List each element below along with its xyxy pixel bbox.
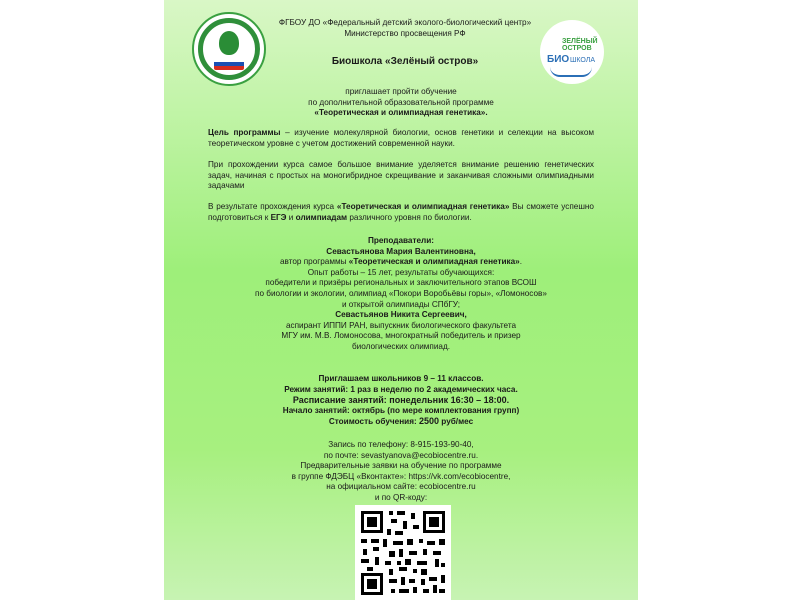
teacher-1-experience: Опыт работы – 15 лет, результаты обучающихся: [307, 267, 495, 277]
result-text-4: различного уровня по биологии. [347, 212, 472, 222]
teachers-heading: Преподаватели: [367, 236, 435, 245]
goal-label: Цель программы [208, 128, 281, 137]
qr-code-icon[interactable] [355, 505, 451, 600]
logo-text-bio: БИО [547, 54, 570, 65]
teacher-1-role-prefix: автор программы [279, 257, 349, 267]
goal-paragraph [208, 128, 594, 149]
result-text-2: Вы сможете успешно подготовиться к [208, 202, 594, 222]
invite-line: Приглашаем школьников 9 – 11 классов. [318, 374, 484, 383]
intro-block [224, 87, 578, 119]
mode-line: Режим занятий: 1 раз в неделю по 2 академических часа. [284, 384, 518, 394]
teacher-1-name: Севастьянова Мария Валентиновна, [326, 246, 476, 256]
contact-site: на официальном сайте: ecobiocentre.ru [326, 482, 476, 492]
logo-text-island: ЗЕЛЁНЫЙ ОСТРОВ [562, 38, 598, 52]
teacher-1-results-1: победители и призёры региональных и заключительного этапов ВСОШ [265, 278, 537, 288]
org-header [259, 18, 551, 39]
contacts-block [204, 440, 598, 504]
contact-vk: в группе ФДЭБЦ «Вконтакте»: https://vk.com/ecobiocentre, [291, 471, 511, 481]
teacher-2-name: Севастьянов Никита Сергеевич, [335, 310, 467, 320]
start-line: Начало занятий: октябрь (по мере комплектования групп) [282, 405, 520, 415]
flyer-page [164, 0, 638, 600]
teachers-block [204, 236, 598, 353]
program-name: «Теоретическая и олимпиадная генетика». [314, 108, 488, 118]
result-olympiads: олимпиадам [295, 212, 348, 222]
result-text-1: В результате прохождения курса [208, 202, 337, 211]
logo-text-school: ШКОЛА [570, 57, 596, 64]
intro-line-1: приглашает пройти обучение [345, 87, 457, 96]
page-title: Биошкола «Зелёный остров» [331, 56, 479, 67]
teacher-1-results-2: по биологии и экологии, олимпиад «Покори Воробьёвы горы», «Ломоносов» [255, 288, 547, 298]
price-label: Стоимость обучения: [328, 417, 419, 427]
ministry-name: Министерство просвещения РФ [344, 28, 466, 38]
result-course-name: «Теоретическая и олимпиадная генетика» [336, 202, 510, 211]
goal-text: – изучение молекулярной биологии, основ генетики и селекции на высоком теоретическом уровне с учетом достижений современной науки. [208, 128, 594, 148]
tree-icon [219, 31, 239, 55]
course-paragraph: При прохождении курса самое большое внимание уделяется внимание решению генетических задач, начиная с простых на моногибридное скрещивание и заканчивая сложными олимпиадными задачами [208, 160, 594, 191]
russia-flag-icon [214, 58, 244, 70]
contact-email: по почте: sevastyanova@ecobiocentre.ru. [323, 450, 479, 460]
result-paragraph [208, 202, 594, 223]
teacher-1-role-suffix: . [519, 257, 523, 267]
result-ege: ЕГЭ [270, 212, 287, 222]
teacher-2-line-2: МГУ им. М.В. Ломоносова, многократный победитель и призер [281, 331, 521, 341]
teacher-1-results-3: и открытой олимпиады СПбГУ; [341, 299, 461, 309]
teacher-1-role [204, 257, 598, 268]
schedule-block [204, 374, 598, 428]
fdebc-logo [192, 12, 266, 86]
contact-phone: Запись по телефону: 8-915-193-90-40, [328, 440, 474, 449]
org-name: ФГБОУ ДО «Федеральный детский эколого-биологический центр» [278, 18, 532, 27]
price-line [204, 416, 598, 428]
price-unit: руб/мес [439, 417, 474, 427]
schedule-line: Расписание занятий: понедельник 16:30 – 18:00. [292, 395, 510, 406]
teacher-2-line-1: аспирант ИППИ РАН, выпускник биологического факультета [285, 320, 517, 330]
result-text-3: и [286, 212, 296, 222]
teacher-2-line-3: биологических олимпиад. [351, 341, 451, 351]
wave-icon [550, 67, 592, 77]
qr-code-graphic [355, 505, 451, 600]
contact-applications: Предварительные заявки на обучение по программе [300, 461, 502, 471]
contact-qr-label: и по QR-коду: [374, 492, 428, 502]
teacher-1-role-course: «Теоретическая и олимпиадная генетика» [348, 257, 520, 267]
price-value: 2500 [419, 416, 440, 427]
intro-line-2: по дополнительной образовательной программе [308, 97, 494, 107]
